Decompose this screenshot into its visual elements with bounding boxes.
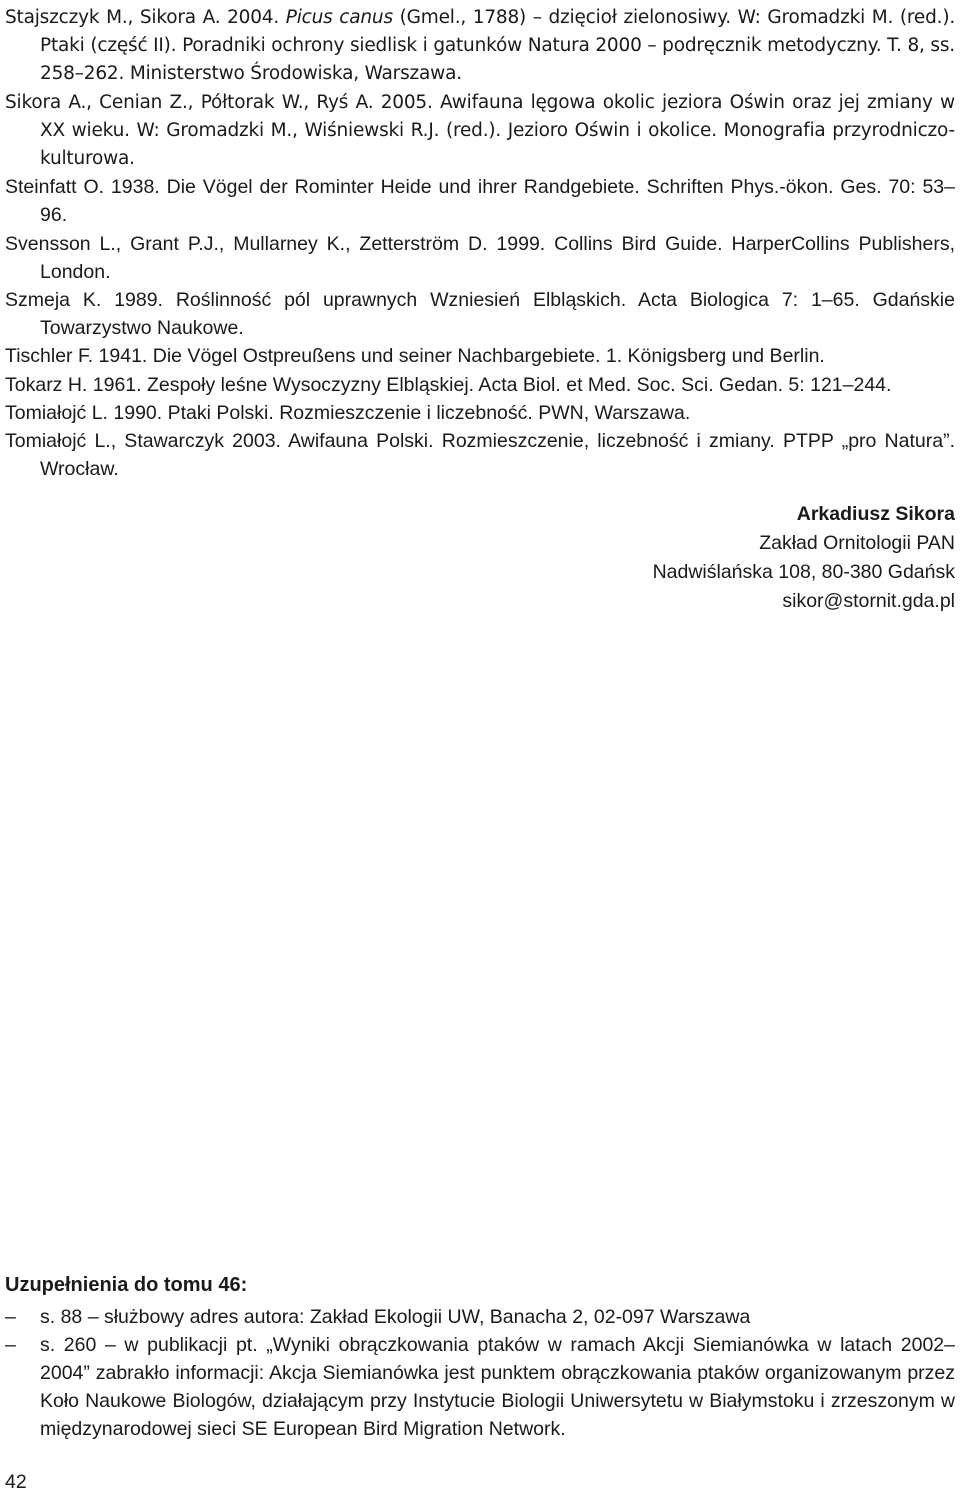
author-address: Nadwiślańska 108, 80-380 Gdańsk [652, 561, 955, 583]
reference-list [5, 4, 955, 483]
reference-text: Tischler F. 1941. Die Vögel Ostpreußens und seiner Nachbargebiete. 1. Königsberg und Berlin. [5, 345, 825, 368]
supplement-item [5, 1303, 955, 1331]
reference-entry [5, 286, 955, 342]
reference-entry [5, 4, 955, 89]
reference-text: Stajszczyk M., Sikora A. 2004. [5, 7, 286, 28]
author-email: sikor@stornit.gda.pl [782, 590, 955, 612]
reference-text: Tomiałojć L., Stawarczyk 2003. Awifauna Polski. Rozmieszczenie, liczebność i zmiany. PTPP „pro Natura”. Wrocław. [5, 430, 955, 481]
reference-entry [5, 427, 955, 483]
reference-text-continued: (Gmel., 1788) – dzięcioł zielonosiwy. W: Gromadzki M. (red.). Ptaki (część II). Poradniki ochrony siedlisk i gatunków Natura 2000 – podręcznik metodyczny. T. 8, ss. 258–262. Ministerstwo Środowiska, Warszawa. [40, 7, 956, 85]
supplement-section [5, 1271, 955, 1443]
reference-entry [5, 173, 955, 229]
reference-text: Svensson L., Grant P.J., Mullarney K., Zetterström D. 1999. Collins Bird Guide. HarperCollins Publishers, London. [5, 232, 955, 283]
supplement-item [5, 1331, 955, 1443]
supplement-item-text: s. 260 – w publikacji pt. „Wyniki obrączkowania ptaków w ramach Akcji Siemianówka w latach 2002–2004” zabrakło informacji: Akcja Siemianówka jest punktem obrączkowania ptaków organizowanym przez Koło Naukowe Biologów, działającym przy Instytucie Biologii Uniwersytetu w Białymstoku i zrzeszonym w międzynarodowej sieci SE European Bird Migration Network. [40, 1334, 955, 1440]
supplement-item-text: s. 88 – służbowy adres autora: Zakład Ekologii UW, Banacha 2, 02-097 Warszawa [40, 1306, 751, 1328]
reference-text: Sikora A., Cenian Z., Półtorak W., Ryś A. 2005. Awifauna lęgowa okolic jeziora Oświn oraz jej zmiany w XX wieku. W: Gromadzki M., Wiśniewski R.J. (red.). Jezioro Oświn i okolice. Monografia przyrodniczo-kulturowa. [5, 91, 955, 170]
author-name: Arkadiusz Sikora [796, 503, 955, 525]
reference-text: Steinfatt O. 1938. Die Vögel der Rominter Heide und ihrer Randgebiete. Schriften Phys.-ökon. Ges. 70: 53–96. [5, 176, 955, 227]
dash-bullet: – [5, 1334, 16, 1356]
reference-entry [5, 89, 955, 174]
reference-entry [5, 230, 955, 286]
author-affiliation [653, 500, 955, 616]
supplement-heading: Uzupełnienia do tomu 46: [5, 1274, 248, 1296]
supplement-list [5, 1303, 955, 1443]
reference-entry [5, 399, 955, 427]
dash-bullet: – [5, 1306, 16, 1328]
reference-entry [5, 342, 955, 370]
reference-italic-text: Picus canus [285, 7, 393, 28]
page-number: 42 [5, 1471, 27, 1493]
author-institution: Zakład Ornitologii PAN [759, 532, 955, 554]
reference-text: Tomiałojć L. 1990. Ptaki Polski. Rozmieszczenie i liczebność. PWN, Warszawa. [5, 401, 691, 424]
reference-text: Tokarz H. 1961. Zespoły leśne Wysoczyzny Elbląskiej. Acta Biol. et Med. Soc. Sci. Gedan. 5: 121–244. [5, 373, 892, 396]
reference-text: Szmeja K. 1989. Roślinność pól uprawnych Wzniesień Elbląskich. Acta Biologica 7: 1–65. Gdańskie Towarzystwo Naukowe. [5, 289, 955, 340]
reference-entry [5, 371, 955, 399]
